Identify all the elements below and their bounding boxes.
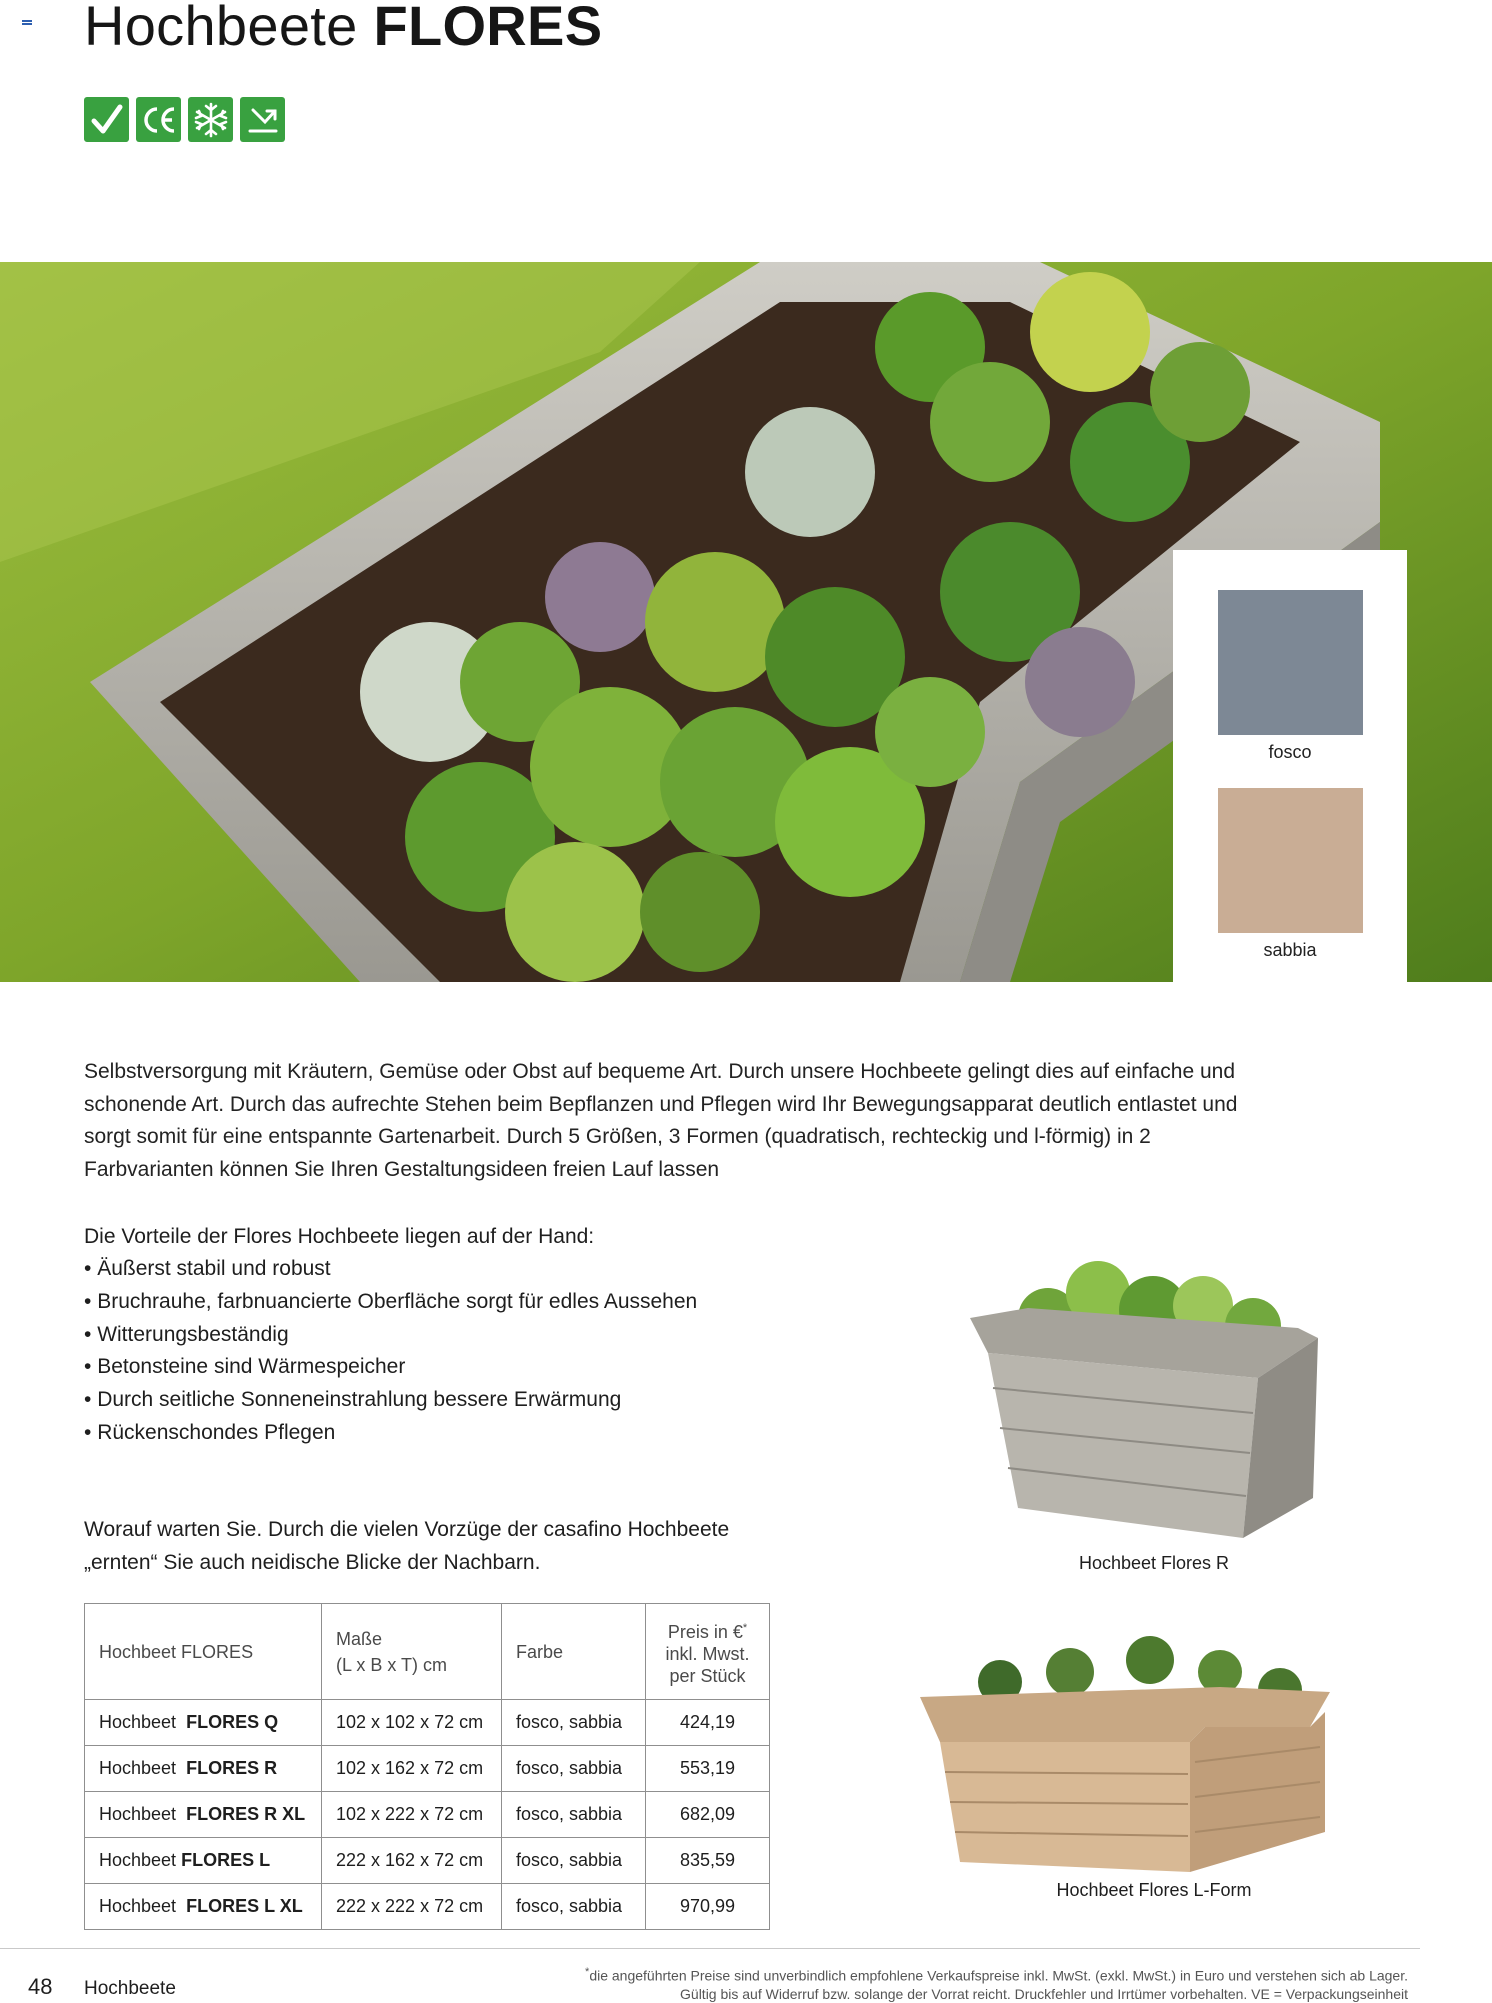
feature-badges xyxy=(84,97,285,142)
table-row xyxy=(85,1700,770,1746)
header-product: Hochbeet FLORES xyxy=(85,1604,322,1700)
list-item: • Bruchrauhe, farbnuancierte Oberfläche sorgt für edles Aussehen xyxy=(84,1286,697,1319)
cell-price: 835,59 xyxy=(646,1838,770,1884)
swatch-label: fosco xyxy=(1268,742,1312,762)
cell-color: fosco, sabbia xyxy=(502,1838,646,1884)
list-item: • Äußerst stabil und robust xyxy=(84,1253,697,1286)
header-dimensions: Maße (L x B x T) cm xyxy=(322,1604,502,1700)
cell-product: Hochbeet FLORES Q xyxy=(85,1700,322,1746)
cell-dimensions: 102 x 222 x 72 cm xyxy=(322,1792,502,1838)
table-row xyxy=(85,1746,770,1792)
page-number: 48 xyxy=(28,1974,53,1999)
menu-icon[interactable] xyxy=(22,20,32,28)
swatch-label: sabbia xyxy=(1263,940,1317,960)
cell-product: Hochbeet FLORES R xyxy=(85,1746,322,1792)
footnote: *die angeführten Preise sind unverbindlich empfohlene Verkaufspreise inkl. MwSt. (exkl. MwSt.) in Euro und verstehen sich ab Lager. Gültig bis auf Widerruf bzw. solange der Vorrat reicht. Druckfehler und Irrtümer vorbehalten. VE = Verpackungseinheit xyxy=(585,1966,1408,2002)
cell-price: 970,99 xyxy=(646,1884,770,1930)
cell-color: fosco, sabbia xyxy=(502,1884,646,1930)
cell-color: fosco, sabbia xyxy=(502,1700,646,1746)
cell-product: Hochbeet FLORES L XL xyxy=(85,1884,322,1930)
cell-color: fosco, sabbia xyxy=(502,1746,646,1792)
cell-dimensions: 222 x 222 x 72 cm xyxy=(322,1884,502,1930)
cell-product: Hochbeet FLORES R XL xyxy=(85,1792,322,1838)
cell-dimensions: 102 x 102 x 72 cm xyxy=(322,1700,502,1746)
footer-divider xyxy=(0,1948,1420,1949)
list-item: • Witterungsbeständig xyxy=(84,1319,697,1352)
swatch-fosco xyxy=(1218,590,1363,735)
cell-price: 682,09 xyxy=(646,1792,770,1838)
cell-dimensions: 222 x 162 x 72 cm xyxy=(322,1838,502,1884)
color-swatch-panel xyxy=(1173,550,1407,982)
table-row xyxy=(85,1838,770,1884)
header-price: Preis in €* inkl. Mwst. per Stück xyxy=(646,1604,770,1700)
footer-section: Hochbeete xyxy=(84,1978,176,1999)
price-table xyxy=(84,1603,770,1930)
ce-mark-icon xyxy=(136,97,181,142)
frost-resistant-icon xyxy=(188,97,233,142)
advantages-title: Die Vorteile der Flores Hochbeete liegen auf der Hand: xyxy=(84,1225,595,1248)
intro-paragraph: Selbstversorgung mit Kräutern, Gemüse oder Obst auf bequeme Art. Durch unsere Hochbeete gelingt dies auf einfache und schonende Art. Durch das aufrechte Stehen beim Bepflanzen und Pflegen wird Ihr Bewegungsapparat deutlich entlastet und sorgt somit für eine entspannte Gartenarbeit. Durch 5 Größen, 3 Formen (quadratisch, rechteckig und l-förmig) in 2 Farbvarianten können Sie Ihren Gestaltungsideen freien Lauf lassen xyxy=(84,1060,1238,1181)
product-image-flores-r xyxy=(968,1248,1318,1548)
product-image-flores-l xyxy=(920,1632,1330,1872)
cell-product: Hochbeet FLORES L xyxy=(85,1838,322,1884)
cell-dimensions: 102 x 162 x 72 cm xyxy=(322,1746,502,1792)
checkmark-icon xyxy=(84,97,129,142)
swatch-sabbia xyxy=(1218,788,1363,933)
closing-paragraph: Worauf warten Sie. Durch die vielen Vorzüge der casafino Hochbeete „ernten“ Sie auch neidische Blicke der Nachbarn. xyxy=(84,1518,730,1574)
product-caption: Hochbeet Flores L-Form xyxy=(1056,1880,1252,1900)
product-caption: Hochbeet Flores R xyxy=(1078,1553,1230,1573)
cell-price: 553,19 xyxy=(646,1746,770,1792)
page-title: Hochbeete FLORES xyxy=(84,0,603,57)
advantages-list xyxy=(84,1253,697,1450)
list-item: • Rückenschondes Pflegen xyxy=(84,1417,697,1450)
list-item: • Durch seitliche Sonneneinstrahlung bessere Erwärmung xyxy=(84,1384,697,1417)
header-color: Farbe xyxy=(502,1604,646,1700)
table-row xyxy=(85,1792,770,1838)
table-row xyxy=(85,1884,770,1930)
table-header-row xyxy=(85,1604,770,1700)
graph-icon xyxy=(240,97,285,142)
cell-price: 424,19 xyxy=(646,1700,770,1746)
list-item: • Betonsteine sind Wärmespeicher xyxy=(84,1351,697,1384)
cell-color: fosco, sabbia xyxy=(502,1792,646,1838)
